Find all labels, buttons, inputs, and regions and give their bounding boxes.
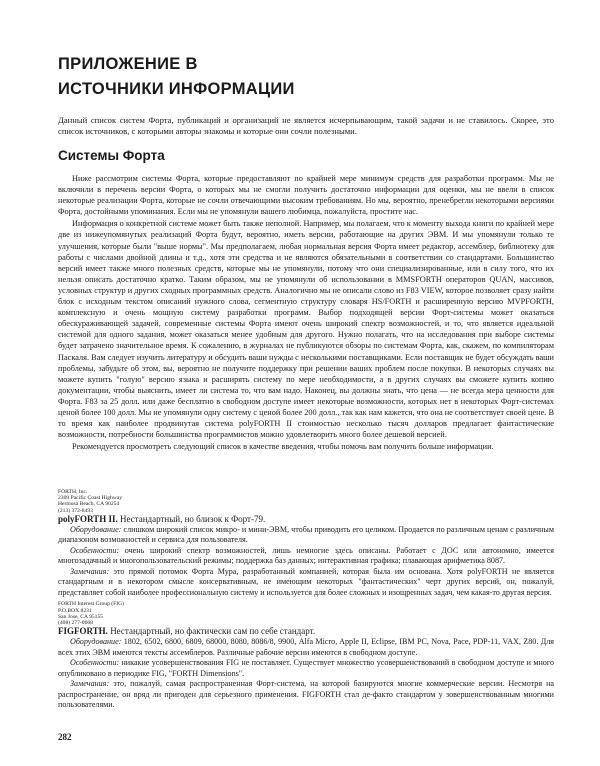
field-label: Особенности: (70, 545, 120, 555)
field-label: Оборудование: (70, 524, 122, 534)
field-text: очень широкий спектр возможностей, лишь немногие здесь описаны. Работает с ДОС или автономно, имеется многозадачный и многопользовательский режимы; поддержка баз данных; интерактивная графика; плавающая арифметика 8087. (58, 545, 554, 566)
field-text: это прямой потомок Форта Мура, разработанный компанией, которая была им основана. Хотя polyFORTH не является стандартным и в некотором смысле консервативным, не имеющим некоторых "фантастических" черт других версий, он, пожалуй, представляет собой наиболее профессиональную систему и используется для более сложных и изощренных задач, чем какая-то другая версия. (58, 566, 554, 597)
section-title: Системы Форта (58, 148, 165, 163)
section-body (58, 173, 554, 453)
entry-field (58, 658, 554, 679)
address-line: (213) 372-8493 (58, 507, 93, 514)
field-text: никакие усовершенствования FIG не поставляет. Существует множество усовершенствований в свободном доступе и много опубликовано в периодике FIG, "FORTH Dimensions". (58, 658, 554, 678)
product-name: polyFORTH II. (58, 513, 118, 524)
page-number: 282 (58, 732, 72, 742)
field-label: Замечания: (70, 566, 110, 576)
field-text: 1802, 6502, 6800, 6809, 68000, 8080, 8086/8, 9900, Alfa Micro, Apple II, Eclipse, IBM PC, Nova, Pace, PDP-11, VAX, Z80. Для всех этих ЭВМ имеются тексты ассемблеров. Различные рабочие версии имеются в свободном доступе. (58, 637, 554, 657)
product-description: Нестандартный, но близок к Форт-79. (117, 513, 266, 524)
address-line: FORTH, Inc. (58, 489, 88, 495)
system-listing (58, 486, 554, 711)
entry-field (58, 679, 554, 711)
system-entry (58, 489, 554, 598)
address-line: P.O.BOX 8231 (58, 607, 92, 614)
vendor-address (58, 601, 554, 626)
entry-field (58, 525, 554, 546)
field-label: Замечания: (70, 679, 110, 689)
body-paragraph: Рекомендуется просмотреть следующий список в качестве введения, чтобы помочь вам получить больше информации. (72, 442, 494, 452)
body-paragraph: Информация о конкретной системе может быть также неполной. Например, мы полагаем, что к моменту выхода книги по крайней мере две из нижеупомянутых реализаций Форта будут, вероятно, иметь версии, работающие на других ЭВМ. И мы упомянули только те улучшения, которые были "выше нормы". Мы предполагаем, любая нормальная версия Форта имеет редактор, ассемблер, библиотеку для работы с числами двойной длины и т.д., хотя эти средства и не являются обязательными в соответствии со стандартами. Большинство версий имеет также много полезных средств, которые мы не упомянули, потому что они специализированные, или в силу того, что их нельзя описать достаточно кратко. Таким образом, мы не упомянули об использовании в MMSFORTH операторов QUAN, массивов, условных структур и других сходных программных средств. Аналогично мы не описали слово из F83 VIEW, которое позволяет сразу найти блок с исходным текстом описаний нужного слова, сегментную структуру словаря HS/FORTH и расширенную версию MVPFORTH, комплексную и очень мощную систему разработки программ. Выбор подходящей версии Форт-системы может оказаться обескураживающей задачей, современные системы Форта имеют очень широкий спектр возможностей, и то, что является идеальной системой для одного задания, может оказаться менее удобным для другого. Нужно полагать, что на исследования при выборе системы будет затрачено значительное время. К сожалению, в журналах не публикуются обзоры по системам Форта, как, скажем, по компиляторам Паскаля. Вам следует изучить литературу и обсудить ваши нужды с несколькими поставщиками. Если поставщик не будет обсуждать ваши проблемы, забудьте об этом, вы, вероятно не получите поддержку при решении ваших проблем после покупки. В некоторых случаях вы можете купить "голую" версию языка и расширять систему по мере необходимости, а в других случаях вы сможете купить копию документации, чтобы выяснить, имеет ли система то, что вам надо. Наконец, вы должны знать, что цена — не всегда мера ценности для Форта. F83 за 25 долл. или даже бесплатно в свободном доступе имеет некоторые возможности, которых нет в некоторых Форт-системах ценой более 100 долл. Мы не упомянули одну систему с ценой более 200 долл., так как нам кажется, что она не соответствует своей цене. В то время как наиболее продвинутая система polyFORTH II стоимостью несколько тысяч долларов предлагает фантастические возможности, потребности большинства программистов можно удовлетворить много более дешевой версией. (58, 219, 554, 440)
product-title (58, 626, 554, 637)
address-line: Hermosa Beach, CA 90254 (58, 501, 120, 508)
vendor-address (58, 489, 554, 514)
appendix-title-line2: ИСТОЧНИКИ ИНФОРМАЦИИ (58, 80, 295, 98)
entry-field (58, 567, 554, 599)
product-description: Нестандартный, но фактически сам по себе стандарт. (107, 626, 316, 637)
body-paragraph: Ниже рассмотрим системы Форта, которые предоставляют по крайней мере минимум средств для разработки программ. Мы не включили в перечень версии Форта, о которых мы не смогли получить достаточно информации для оценки, мы не ввели в список некоторые реализации Форта, которые не сочли отвечающими высоким требованиям. Но мы, вероятно, пренебрегли некоторыми версиями Форта, достойными упоминания. Если мы не упомянули вашего любимца, пожалуйста, простите нас. (58, 174, 554, 217)
appendix-intro: Данный список систем Форта, публикаций и организаций не является исчерпывающим, такой задачи и не ставилось. Скорее, это список источников, с которыми авторы знакомы и которые они сочли полезными. (58, 115, 554, 137)
field-text: это, пожалуй, самая распространенная Форт-система, на которой базируются многие коммерческие версии. Несмотря на распространение, он вряд ли пригоден для серьезного применения. FIGFORTH стал де-факто стандартом у зовершенствованным многими пользователями. (58, 679, 554, 710)
appendix-title-line1: ПРИЛОЖЕНИЕ В (58, 55, 198, 73)
system-entry (58, 601, 554, 710)
product-title (58, 514, 554, 525)
entry-field (58, 637, 554, 658)
field-label: Особенности: (70, 658, 120, 668)
product-name: FIGFORTH. (58, 626, 108, 637)
address-line: San Jose, CA 95155 (58, 613, 104, 620)
entry-field (58, 546, 554, 567)
address-line: FORTH Interest Group (FIG) (58, 601, 125, 608)
address-line: (408) 277-0668 (58, 619, 93, 626)
appendix-title (58, 52, 295, 102)
field-text: слишком широкий список микро- и мини-ЭВМ, чтобы приводить его целиком. Продается по различным ценам с различным диапазоном возможностей и сервиса для пользователя. (58, 524, 554, 545)
address-line: 2309 Pacific Coast Highway (58, 495, 123, 502)
field-label: Оборудование: (70, 637, 122, 647)
